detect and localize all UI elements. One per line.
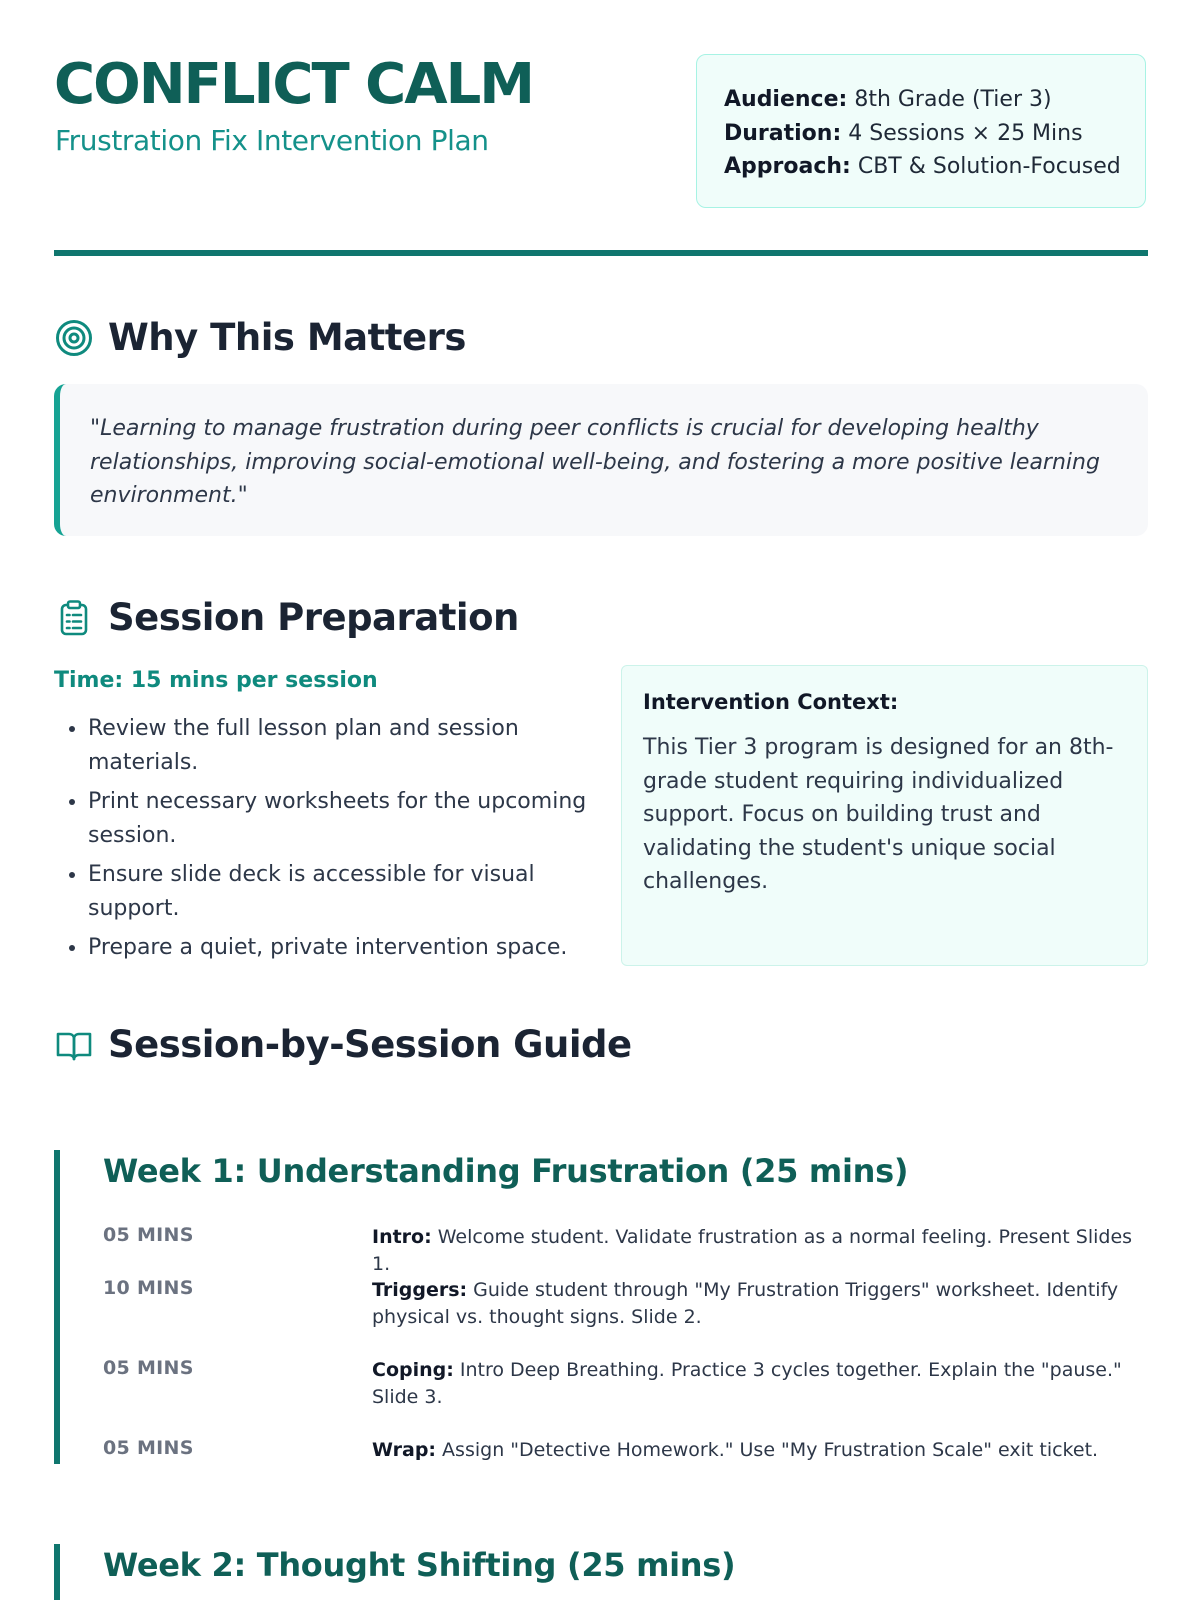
step-description (372, 1224, 1142, 1277)
page-subtitle: Frustration Fix Intervention Plan (55, 124, 489, 157)
guide-heading: Session-by-Session Guide (108, 1023, 632, 1066)
step-time: 05 MINS (103, 1437, 194, 1459)
why-quote: "Learning to manage frustration during peer conflicts is crucial for developing healthy relationships, improving social-emotional well-being, and fostering a more positive learning environment." (54, 384, 1148, 536)
meta-duration-value: 4 Sessions × 25 Mins (841, 120, 1083, 146)
week-1-section (54, 1150, 1148, 1464)
prep-time: Time: 15 mins per session (54, 668, 378, 693)
meta-duration (724, 117, 1145, 151)
meta-audience (724, 83, 1145, 117)
context-title: Intervention Context: (643, 690, 899, 714)
meta-approach (724, 150, 1145, 184)
step-label: Coping: (372, 1359, 454, 1381)
page-title: CONFLICT CALM (54, 52, 533, 117)
step-text: Guide student through "My Frustration Triggers" worksheet. Identify physical vs. thought signs. Slide 2. (372, 1279, 1119, 1328)
guide-section-heading (54, 1023, 632, 1066)
step-time: 05 MINS (103, 1224, 194, 1246)
prep-heading: Session Preparation (108, 596, 519, 639)
step-label: Triggers: (372, 1279, 468, 1301)
why-section-heading (54, 316, 466, 359)
meta-audience-value: 8th Grade (Tier 3) (847, 87, 1052, 112)
target-icon (54, 318, 94, 358)
step-description (372, 1357, 1142, 1410)
step-time: 05 MINS (103, 1357, 194, 1379)
step-time: 10 MINS (103, 1277, 194, 1299)
step-label: Intro: (372, 1226, 432, 1248)
prep-checklist (54, 712, 594, 971)
clipboard-icon (54, 598, 94, 638)
step-text: Assign "Detective Homework." Use "My Frustration Scale" exit ticket. (436, 1439, 1099, 1461)
meta-approach-label: Approach: (724, 154, 851, 179)
list-item: • Ensure slide deck is accessible for visual support. (88, 858, 594, 925)
context-text: This Tier 3 program is designed for an 8th-grade student requiring individualized support. Focus on building trust and validating the student's unique social challenges. (643, 735, 1114, 894)
plan-meta-box (696, 54, 1146, 208)
meta-approach-value: CBT & Solution-Focused (850, 154, 1121, 179)
week-2-title: Week 2: Thought Shifting (25 mins) (103, 1546, 736, 1584)
meta-duration-label: Duration: (724, 120, 842, 146)
step-text: Intro Deep Breathing. Practice 3 cycles together. Explain the "pause." Slide 3. (372, 1359, 1122, 1408)
intervention-context-box (621, 665, 1148, 966)
step-description (372, 1277, 1142, 1330)
why-heading: Why This Matters (108, 316, 466, 359)
week-2-section (54, 1544, 1148, 1600)
list-item: • Print necessary worksheets for the upcoming session. (88, 785, 594, 852)
header-divider (54, 250, 1148, 256)
book-open-icon (54, 1025, 94, 1065)
prep-section-heading (54, 596, 519, 639)
step-description (372, 1437, 1142, 1464)
meta-audience-label: Audience: (724, 87, 848, 112)
step-text: Welcome student. Validate frustration as a normal feeling. Present Slides 1. (372, 1226, 1133, 1275)
list-item: • Review the full lesson plan and session materials. (88, 712, 594, 779)
list-item: • Prepare a quiet, private intervention space. (88, 931, 594, 965)
week-1-title: Week 1: Understanding Frustration (25 mins) (103, 1152, 909, 1190)
step-label: Wrap: (372, 1439, 437, 1461)
